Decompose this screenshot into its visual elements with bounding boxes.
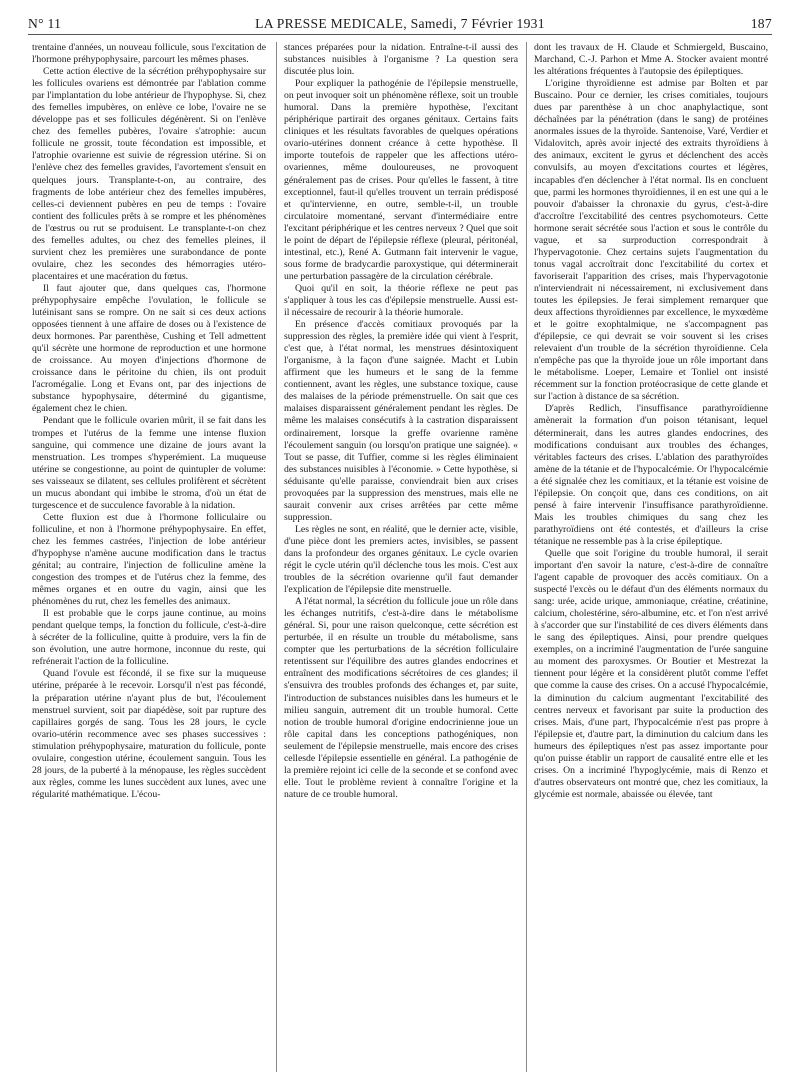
- paragraph: Les règles ne sont, en réalité, que le dernier acte, visible, d'une pièce dont les premiers actes, invisibles, se passent dans la profondeur des organes génitaux. Le cycle ovarien régit le cycle utérin qu'il déclenche tous les mois. C'est aux troubles de la sécrétion ovarienne qu'il faut demander l'explication de l'épilepsie dite menstruelle.: [284, 523, 518, 596]
- text-column-3: [534, 42, 768, 801]
- paragraph: A l'état normal, la sécrétion du follicule joue un rôle dans les échanges nutritifs, c'est-à-dire dans le métabolisme général. Si, pour une raison quelconque, cette sécrétion est perturbée, il en résulte un trouble du métabolisme, sans compter que les perturbations de la sécrétion folliculaire retentissent sur l'équilibre des autres glandes endocrines et entraînent des modifications sécrétoires de ces glandes; il s'ensuivra des troubles profonds des échanges et, par suite, l'introduction de substances nuisibles dans les humeurs et le milieu sanguin, autrement dit un trouble humoral. Cette notion de trouble humoral d'origine endocrinienne joue un rôle capital dans les conceptions pathogéniques, non seulement de l'épilepsie menstruelle, mais encore des crises cellesde l'épilepsie essentielle en général. La pathogénie de la première rejoint ici celle de la seconde et se confond avec elle. Tout le problème revient à connaître l'origine et la nature de ce trouble humoral.: [284, 596, 518, 800]
- paragraph: trentaine d'années, un nouveau follicule, sous l'excitation de l'hormone préhypophysaire, parcourt les mêmes phases.: [32, 42, 266, 66]
- paragraph: stances préparées pour la nidation. Entraîne-t-il aussi des substances nuisibles à l'organisme ? La question sera discutée plus loin.: [284, 42, 518, 78]
- header-rule: [28, 34, 772, 35]
- page-number: 187: [750, 16, 772, 31]
- text-column-1: [32, 42, 266, 801]
- paragraph: D'après Redlich, l'insuffisance parathyroïdienne amènerait la formation d'un poison tétanisant, lequel déterminerait, dans les autres glandes endocrines, des modifications conduisant aux troubles des échanges, véritables facteurs des crises. L'ablation des parathyroïdes amène de la tétanie et de l'hypocalcémie. Or l'hypocalcémie a été signalée chez les comitiaux, et la tétanie est voisine de l'épilepsie. On conçoit que, dans ces conditions, on ait pensé à faire intervenir l'insuffisance parathyroïdienne. Mais les troubles chimiques du sang chez les parathyroïdiens ont été contestés, et d'ailleurs la crise tétanique ne ressemble pas à la crise épileptique.: [534, 403, 768, 547]
- issue-number: N° 11: [28, 16, 62, 31]
- column-divider: [276, 42, 277, 1072]
- paragraph: Cette fluxion est due à l'hormone folliculaire ou folliculine, et non à l'hormone préhypophysaire. En effet, chez les femmes castrées, l'injection de lobe antérieur d'hypophyse n'amène aucune modification dans le tractus génital; au contraire, l'injection de folliculine amène la congestion des trompes et de l'utérus chez la femme, des mêmes organes et en outre du vagin, ainsi que les phénomènes du rut, chez les femelles des animaux.: [32, 511, 266, 608]
- paragraph: dont les travaux de H. Claude et Schmiergeld, Buscaino, Marchand, C.-J. Parhon et Mme A. Stocker avaient montré les altérations fréquentes à l'autopsie des épileptiques.: [534, 42, 768, 78]
- paragraph: Cette action élective de la sécrétion préhypophysaire sur les follicules ovariens est démontrée par l'ablation comme par l'implantation du lobe antérieur de l'hypophyse. Si, chez des femelles impubères, on enlève ce lobe, l'ovaire ne se développe pas et ses follicules dégénèrent. Si on l'enlève chez des femelles pubères, l'ovaire s'atrophie: aucun follicule ne grossit, toute fécondation est impossible, et l'atrophie ovarienne est suivie de régression utérine. Si on l'enlève chez des femelles gravides, l'avortement s'ensuit en quelques jours. Transplante-t-on, au contraire, des fragments de lobe antérieur chez des femelles impubères, celles-ci deviennent pubères en peu de temps : l'ovaire contient des follicules prêts à se rompre et les phénomènes de l'œstrus ou rut se produisent. Le transplante-t-on chez des femelles adultes, ou chez des femelles pleines, il survient chez les premières une surabondance de ponte ovulaire, chez les secondes des hémorragies utéro-placentaires et une macération du fœtus.: [32, 66, 266, 282]
- paragraph: Il est probable que le corps jaune continue, au moins pendant quelque temps, la fonction du follicule, c'est-à-dire à sécréter de la folliculine, quitte à produire, vers la fin de son évolution, une autre hormone, inconnue du reste, qui refrénerait l'action de la folliculine.: [32, 608, 266, 668]
- paragraph: Pendant que le follicule ovarien mûrit, il se fait dans les trompes et l'utérus de la femme une intense fluxion sanguine, qui commence une dizaine de jours avant la menstruation. Les trompes s'hyperémient. La muqueuse utérine se congestionne, au point de quintupler de volume: ses vaisseaux se dilatent, ses cellules prolifèrent et sécrètent un mucus abondant qui imbibe le stroma, d'où un état de turgescence et de succulence favorable à la nidation.: [32, 415, 266, 511]
- paragraph: Quand l'ovule est fécondé, il se fixe sur la muqueuse utérine, préparée à le recevoir. Lorsqu'il n'est pas fécondé, la préparation utérine n'ayant plus de but, l'écoulement menstruel survient, soit par diapédèse, soit par rupture des capillaires gorgés de sang. Tous les 28 jours, le cycle ovario-utérin recommence avec ses phases successives : stimulation préhypophysaire, maturation du follicule, ponte ovulaire, congestion utérine, écoulement sanguin. Tous les 28 jours, de la puberté à la ménopause, les règles succèdent aux règles, comme les lunes succèdent aux lunes, avec une régularité mathématique. L'écou-: [32, 668, 266, 800]
- running-header: [28, 6, 772, 32]
- paragraph: Pour expliquer la pathogénie de l'épilepsie menstruelle, on peut invoquer soit un phénomène réflexe, soit un trouble humoral. Dans la première hypothèse, l'excitant périphérique partirait des organes génitaux. Certains faits cliniques et les résultats favorables de quelques opérations ovario-utérines donnent créance à cette hypothèse. Il importe toutefois de rappeler que les affections utéro-ovariennes, même douloureuses, ne provoquent généralement pas de crises. Pour qu'elles le fassent, à titre exceptionnel, faut-il qu'elles trouvent un terrain prédisposé et qu'intervienne, en outre, semble-t-il, un trouble circulatoire momentané, servant d'intermédiaire entre l'excitant périphérique et les centres nerveux ? Quel que soit le point de départ de l'épilepsie réflexe (pleural, péritonéal, intestinal, etc.), René A. Gutmann fait intervenir le vague, sous forme de bradycardie paroxystique, qui déterminerait une perturbation passagère de la circulation cérébrale.: [284, 78, 518, 282]
- journal-title: LA PRESSE MEDICALE, Samedi, 7 Février 1931: [255, 16, 545, 31]
- column-divider: [526, 42, 527, 1072]
- paragraph: Quoi qu'il en soit, la théorie réflexe ne peut pas s'appliquer à tous les cas d'épilepsie menstruelle. Aussi est-il nécessaire de recourir à la théorie humorale.: [284, 282, 518, 319]
- paragraph: Il faut ajouter que, dans quelques cas, l'hormone préhypophysaire empêche l'ovulation, le follicule se lutéinisant sans se rompre. On ne sait si ces deux actions opposées tiennent à une affaire de doses ou à l'existence de deux hormones. Par parenthèse, Cushing et Tell admettent qu'il sécrète une hormone de reproduction et une hormone de croissance. Au moyen d'injections d'hormone de croissance dans le péritoine du chien, ils ont produit l'acromégalie. Long et Evans ont, par des injections de substance hypophysaire, déterminé du gigantisme, également chez le chien.: [32, 282, 266, 415]
- paragraph: Quelle que soit l'origine du trouble humoral, il serait important d'en savoir la nature, c'est-à-dire de connaître l'agent capable de provoquer des accès comitiaux. On a suspecté l'excès ou le défaut d'un des éléments normaux du sang: urée, acide urique, ammoniaque, créatine, créatinine, calcium, cholestérine, séro-albumine, etc. et l'on n'est arrivé à s'accorder que sur l'instabilité de ces divers éléments dans le sang des épileptiques. Ainsi, pour prendre quelques exemples, on a incriminé l'augmentation de l'urée sanguine au moment des paroxysmes. Or Boutier et Mestrezat la tiennent pour légère et la considèrent plutôt comme l'effet que comme la cause des crises. On a accusé l'hypocalcémie, la diminution du calcium augmentant l'excitabilité des centres nerveux et favorisant par suite la production des crises. Mais, d'une part, l'hypocalcémie n'est pas propre à l'épilepsie et, d'autre part, la diminution du calcium dans les humeurs des épileptiques n'est pas assez importante pour qu'on puisse établir un rapport de causalité entre elle et les crises. On a incriminé l'hypoglycémie, mais di Renzo et d'autres observateurs ont montré que, chez les comitiaux, la glycémie est normale, abaissée ou élevée, tant: [534, 547, 768, 800]
- text-column-2: [284, 42, 518, 801]
- paragraph: L'origine thyroïdienne est admise par Bolten et par Buscaino. Pour ce dernier, les crises comitiales, toujours dues par parenthèse à un choc anaphylactique, sont déchaînées par la pénétration (dans le sang) de protéines anormales issues de la thyroïde. Santenoise, Varé, Verdier et Vidalovitch, après avoir injecté des extraits thyroïdiens à des animaux, excitent le gyrus et déclenchent des accès convulsifs, au moyen d'excitations courtes et légères, incapables d'en déclencher à l'état normal. Ils en concluent que, parmi les hormones thyroïdiennes, il en est une qui a le pouvoir d'abaisser la chronaxie du gyrus, c'est-à-dire d'accroître l'excitabilité des centres psychomoteurs. Cette hormone serait sécrétée sous l'action et sous le contrôle du vague, et sa surproduction correspondrait à l'hypervagotonie. Chez certains sujets l'augmentation du tonus vagal accroîtrait donc l'excitabilité du cortex et favoriserait l'apparition des crises, mais l'hypervagotonie n'interviendrait ni nécessairement, ni exclusivement dans toutes les épilepsies. Je ferai simplement remarquer que deux affections thyroïdiennes par excellence, le myxœdème et le goitre exophtalmique, ne s'accompagnent pas d'épilepsie, ce qui devrait se voir souvent si les crises relevaient d'un trouble de la sécrétion thyroïdienne. Cela n'empêche pas que la thyroïde joue un rôle important dans le métabolisme. Loeper, Lemaire et Tonliel ont insisté récemment sur la fonction protéocrasique de cette glande et sur l'action à distance de sa sécrétion.: [534, 78, 768, 403]
- paragraph: En présence d'accès comitiaux provoqués par la suppression des règles, la première idée qui vient à l'esprit, c'est que, à l'état normal, les menstrues désintoxiquent l'organisme, à la façon d'une saignée. Macht et Lubin affirment que les humeurs et le sang de la femme contiennent, avant les règles, une substance toxique, cause des malaises de la période prémenstruelle. On sait que ces malaises disparaissent généralement pendant les règles. De même les malaises consécutifs à la castration disparaissent ordinairement, lorsque la greffe ovarienne ramène l'écoulement sanguin (ou lorsqu'on pratique une saignée). « Tout se passe, dit Tuffier, comme si les règles éliminaient des substances nuisibles à l'économie. » Cette hypothèse, si séduisante qu'elle paraisse, conviendrait bien aux crises provoquées par la suppression des menstrues, mais elle ne saurait convenir aux crises arrêtées par cette même suppression.: [284, 319, 518, 523]
